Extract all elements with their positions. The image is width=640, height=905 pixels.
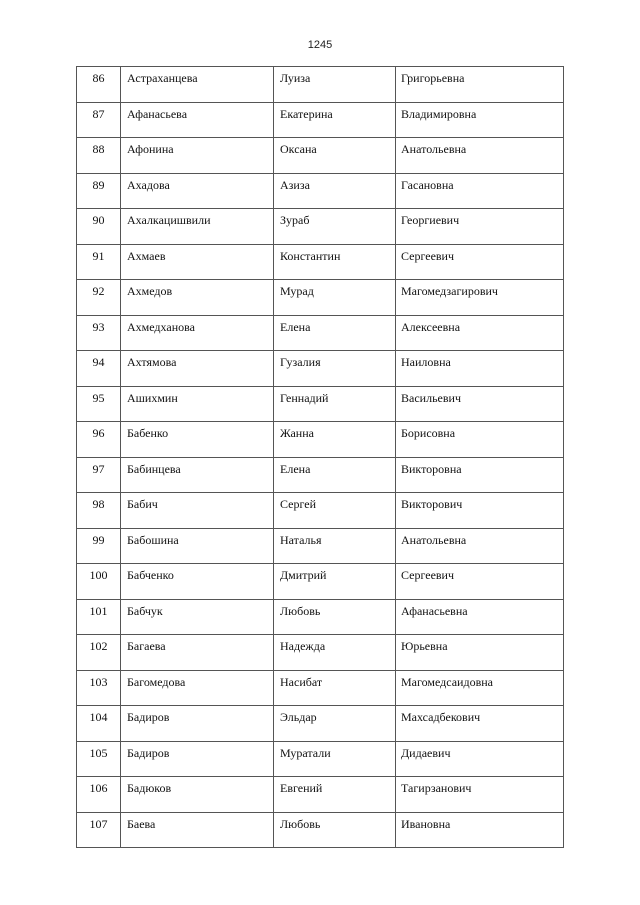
first-name-cell: Эльдар <box>280 710 317 724</box>
row-number: 102 <box>89 639 108 653</box>
first-name-cell: Оксана <box>280 142 317 156</box>
surname-cell: Афонина <box>127 142 174 156</box>
table-row <box>77 280 564 316</box>
row-number: 100 <box>89 568 108 582</box>
surname-cell-container <box>121 280 274 316</box>
row-number-container <box>77 386 121 422</box>
first-name-cell-container <box>274 102 396 138</box>
table-row <box>77 812 564 848</box>
first-name-cell-container <box>274 457 396 493</box>
first-name-cell: Насибат <box>280 674 323 689</box>
row-number: 95 <box>92 390 105 405</box>
first-name-cell: Мурад <box>280 284 314 298</box>
surname-cell: Ашихмин <box>127 390 178 405</box>
surname-cell: Бабенко <box>127 426 169 440</box>
first-name-cell-container <box>274 777 396 813</box>
patronymic-cell: Гасановна <box>401 177 454 192</box>
row-number: 104 <box>89 710 108 724</box>
row-number-container <box>77 280 121 316</box>
patronymic-cell-container <box>396 564 564 600</box>
surname-cell: Ахалкацишвили <box>127 213 211 227</box>
table-row <box>77 138 564 174</box>
table-row <box>77 493 564 529</box>
surname-cell-container <box>121 315 274 351</box>
patronymic-cell-container <box>396 102 564 138</box>
row-number-container <box>77 315 121 351</box>
patronymic-cell: Викторович <box>401 497 463 511</box>
row-number-container <box>77 173 121 209</box>
table-row <box>77 564 564 600</box>
surname-cell-container <box>121 67 274 103</box>
row-number: 107 <box>89 816 108 831</box>
row-number: 105 <box>89 745 108 760</box>
first-name-cell-container <box>274 670 396 706</box>
surname-cell: Ахмедханова <box>127 319 195 334</box>
name-table-body <box>77 67 564 848</box>
patronymic-cell: Магомедсаидовна <box>401 674 493 689</box>
row-number-container <box>77 564 121 600</box>
row-number-container <box>77 741 121 777</box>
patronymic-cell: Дидаевич <box>401 745 451 760</box>
patronymic-cell-container <box>396 457 564 493</box>
surname-cell: Бабич <box>127 497 158 511</box>
surname-cell-container <box>121 422 274 458</box>
patronymic-cell: Викторовна <box>401 461 462 476</box>
patronymic-cell: Васильевич <box>401 390 461 405</box>
first-name-cell-container <box>274 173 396 209</box>
row-number-container <box>77 457 121 493</box>
row-number-container <box>77 528 121 564</box>
patronymic-cell-container <box>396 209 564 245</box>
table-row <box>77 635 564 671</box>
surname-cell: Бабошина <box>127 532 179 547</box>
surname-cell: Астраханцева <box>127 71 198 85</box>
patronymic-cell: Анатольевна <box>401 532 467 547</box>
table-row <box>77 741 564 777</box>
surname-cell-container <box>121 138 274 174</box>
table-row <box>77 422 564 458</box>
patronymic-cell-container <box>396 315 564 351</box>
patronymic-cell-container <box>396 635 564 671</box>
row-number: 92 <box>92 284 105 298</box>
surname-cell: Бабченко <box>127 568 174 582</box>
patronymic-cell: Магомедзагирович <box>401 284 498 298</box>
table-row <box>77 173 564 209</box>
table-row <box>77 670 564 706</box>
table-row <box>77 209 564 245</box>
row-number-container <box>77 599 121 635</box>
table-row <box>77 244 564 280</box>
first-name-cell: Любовь <box>280 816 321 831</box>
surname-cell-container <box>121 635 274 671</box>
surname-cell: Ахмаев <box>127 248 166 263</box>
first-name-cell: Надежда <box>280 639 326 653</box>
patronymic-cell: Махсадбекович <box>401 710 481 724</box>
name-table <box>76 66 564 848</box>
row-number: 89 <box>92 177 105 192</box>
first-name-cell-container <box>274 315 396 351</box>
patronymic-cell: Юрьевна <box>401 639 448 653</box>
table-row <box>77 102 564 138</box>
surname-cell: Ахтямова <box>127 355 177 369</box>
row-number-container <box>77 244 121 280</box>
row-number-container <box>77 635 121 671</box>
row-number: 96 <box>92 426 105 440</box>
surname-cell-container <box>121 564 274 600</box>
table-row <box>77 777 564 813</box>
surname-cell: Багаева <box>127 639 166 653</box>
first-name-cell-container <box>274 528 396 564</box>
patronymic-cell: Григорьевна <box>401 71 465 85</box>
patronymic-cell: Наиловна <box>401 355 451 369</box>
table-row <box>77 315 564 351</box>
first-name-cell-container <box>274 493 396 529</box>
surname-cell: Бабчук <box>127 603 163 618</box>
first-name-cell-container <box>274 138 396 174</box>
patronymic-cell: Георгиевич <box>401 213 460 227</box>
patronymic-cell-container <box>396 741 564 777</box>
first-name-cell-container <box>274 741 396 777</box>
table-row <box>77 599 564 635</box>
first-name-cell-container <box>274 635 396 671</box>
first-name-cell: Зураб <box>280 213 310 227</box>
patronymic-cell-container <box>396 812 564 848</box>
surname-cell: Ахадова <box>127 177 170 192</box>
row-number: 98 <box>92 497 105 511</box>
patronymic-cell-container <box>396 280 564 316</box>
row-number: 86 <box>92 71 105 85</box>
surname-cell-container <box>121 777 274 813</box>
first-name-cell: Жанна <box>280 426 314 440</box>
surname-cell-container <box>121 670 274 706</box>
surname-cell-container <box>121 493 274 529</box>
patronymic-cell-container <box>396 67 564 103</box>
row-number-container <box>77 706 121 742</box>
row-number-container <box>77 67 121 103</box>
first-name-cell: Гузалия <box>280 355 321 369</box>
surname-cell-container <box>121 244 274 280</box>
first-name-cell-container <box>274 564 396 600</box>
first-name-cell: Елена <box>280 319 311 334</box>
patronymic-cell-container <box>396 351 564 387</box>
row-number: 91 <box>92 248 105 263</box>
first-name-cell-container <box>274 422 396 458</box>
surname-cell-container <box>121 812 274 848</box>
patronymic-cell-container <box>396 173 564 209</box>
surname-cell-container <box>121 457 274 493</box>
surname-cell: Афанасьева <box>127 106 188 121</box>
surname-cell: Ахмедов <box>127 284 173 298</box>
surname-cell-container <box>121 351 274 387</box>
row-number: 87 <box>92 106 105 121</box>
table-row <box>77 457 564 493</box>
first-name-cell-container <box>274 280 396 316</box>
patronymic-cell-container <box>396 670 564 706</box>
first-name-cell: Елена <box>280 461 311 476</box>
first-name-cell: Екатерина <box>280 106 333 121</box>
surname-cell: Бадюков <box>127 781 172 795</box>
patronymic-cell: Афанасьевна <box>401 603 468 618</box>
patronymic-cell-container <box>396 422 564 458</box>
patronymic-cell: Сергеевич <box>401 568 455 582</box>
patronymic-cell: Анатольевна <box>401 142 467 156</box>
row-number: 97 <box>92 461 105 476</box>
first-name-cell-container <box>274 812 396 848</box>
row-number: 93 <box>92 319 105 334</box>
patronymic-cell-container <box>396 386 564 422</box>
patronymic-cell-container <box>396 528 564 564</box>
first-name-cell: Азиза <box>280 177 310 192</box>
row-number-container <box>77 351 121 387</box>
page-number: 1245 <box>307 39 333 51</box>
row-number: 88 <box>92 142 105 156</box>
first-name-cell-container <box>274 209 396 245</box>
surname-cell-container <box>121 209 274 245</box>
patronymic-cell: Владимировна <box>401 106 477 121</box>
first-name-cell: Евгений <box>280 781 323 795</box>
first-name-cell-container <box>274 67 396 103</box>
first-name-cell: Константин <box>280 248 341 263</box>
first-name-cell: Наталья <box>280 532 322 547</box>
first-name-cell: Сергей <box>280 497 316 511</box>
surname-cell: Бадиров <box>127 745 170 760</box>
row-number-container <box>77 209 121 245</box>
surname-cell: Баева <box>127 816 156 831</box>
first-name-cell: Любовь <box>280 603 321 618</box>
first-name-cell: Муратали <box>280 745 331 760</box>
table-row <box>77 706 564 742</box>
patronymic-cell-container <box>396 244 564 280</box>
surname-cell: Багомедова <box>127 674 186 689</box>
patronymic-cell: Борисовна <box>401 426 456 440</box>
surname-cell-container <box>121 741 274 777</box>
row-number: 106 <box>89 781 108 795</box>
surname-cell-container <box>121 599 274 635</box>
first-name-cell-container <box>274 599 396 635</box>
patronymic-cell-container <box>396 599 564 635</box>
row-number-container <box>77 777 121 813</box>
patronymic-cell: Тагирзанович <box>401 781 472 795</box>
surname-cell-container <box>121 528 274 564</box>
table-row <box>77 386 564 422</box>
surname-cell-container <box>121 706 274 742</box>
first-name-cell-container <box>274 351 396 387</box>
first-name-cell: Геннадий <box>280 390 329 405</box>
table-row <box>77 351 564 387</box>
patronymic-cell-container <box>396 777 564 813</box>
surname-cell: Бабинцева <box>127 461 181 476</box>
surname-cell-container <box>121 102 274 138</box>
row-number: 99 <box>92 532 105 547</box>
row-number-container <box>77 422 121 458</box>
row-number-container <box>77 812 121 848</box>
row-number-container <box>77 493 121 529</box>
first-name-cell-container <box>274 386 396 422</box>
first-name-cell: Дмитрий <box>280 568 327 582</box>
table-row <box>77 528 564 564</box>
patronymic-cell: Алексеевна <box>401 319 461 334</box>
surname-cell-container <box>121 173 274 209</box>
row-number-container <box>77 102 121 138</box>
patronymic-cell: Сергеевич <box>401 248 455 263</box>
row-number: 101 <box>89 603 108 618</box>
row-number: 103 <box>89 674 108 689</box>
first-name-cell-container <box>274 706 396 742</box>
table-row <box>77 67 564 103</box>
patronymic-cell: Ивановна <box>401 816 451 831</box>
first-name-cell: Луиза <box>280 71 311 85</box>
row-number-container <box>77 138 121 174</box>
row-number-container <box>77 670 121 706</box>
surname-cell: Бадиров <box>127 710 170 724</box>
patronymic-cell-container <box>396 138 564 174</box>
patronymic-cell-container <box>396 706 564 742</box>
surname-cell-container <box>121 386 274 422</box>
row-number: 90 <box>92 213 105 227</box>
row-number: 94 <box>92 355 105 369</box>
first-name-cell-container <box>274 244 396 280</box>
patronymic-cell-container <box>396 493 564 529</box>
